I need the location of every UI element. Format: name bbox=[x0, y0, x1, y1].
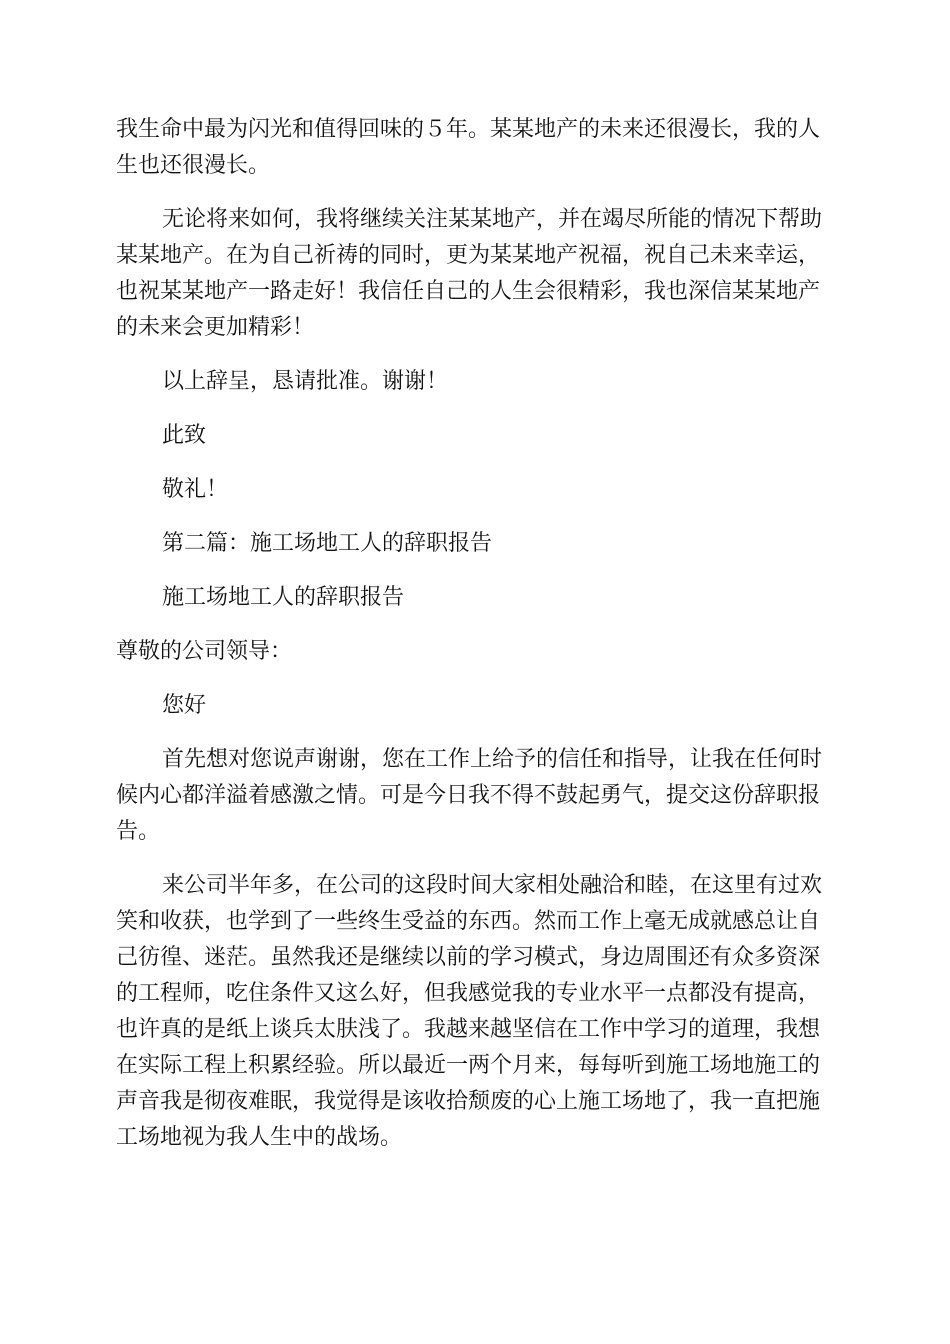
paragraph-3: 以上辞呈，恳请批准。谢谢！ bbox=[162, 369, 449, 394]
section-title: 第二篇：施工场地工人的辞职报告 bbox=[162, 531, 493, 556]
paragraph-10: 首先想对您说声谢谢，您在工作上给予的信任和指导，让我在任何时候内心都洋溢着感激之情。可是今日我不得不鼓起勇气，提交这份辞职报告。 bbox=[116, 747, 823, 844]
document-body bbox=[116, 112, 836, 1174]
salutation: 尊敬的公司领导： bbox=[116, 639, 293, 664]
report-title: 施工场地工人的辞职报告 bbox=[162, 585, 405, 610]
greeting: 您好 bbox=[162, 693, 207, 718]
paragraph-4: 此致 bbox=[162, 423, 207, 448]
paragraph-1: 我生命中最为闪光和值得回味的５年。某某地产的未来还很漫长，我的人生也还很漫长。 bbox=[116, 117, 821, 178]
paragraph-5: 敬礼！ bbox=[162, 477, 229, 502]
paragraph-11: 来公司半年多，在公司的这段时间大家相处融洽和睦，在这里有过欢笑和收获，也学到了一些终生受益的东西。然而工作上毫无成就感总让自己彷徨、迷茫。虽然我还是继续以前的学习模式，身边周围还有众多资深的工程师，吃住条件又这么好，但我感觉我的专业水平一点都没有提高，也许真的是纸上谈兵太肤浅了。我越来越坚信在工作中学习的道理，我想在实际工程上积累经验。所以最近一两个月来，每每听到施工场地施工的声音我是彻夜难眠，我觉得是该收拾颓废的心上施工场地了，我一直把施工场地视为我人生中的战场。 bbox=[116, 873, 823, 1150]
paragraph-2: 无论将来如何，我将继续关注某某地产，并在竭尽所能的情况下帮助某某地产。在为自己祈祷的同时，更为某某地产祝福，祝自己未来幸运，也祝某某地产一路走好！我信任自己的人生会很精彩，我也深信某某地产的未来会更加精彩！ bbox=[116, 207, 823, 340]
